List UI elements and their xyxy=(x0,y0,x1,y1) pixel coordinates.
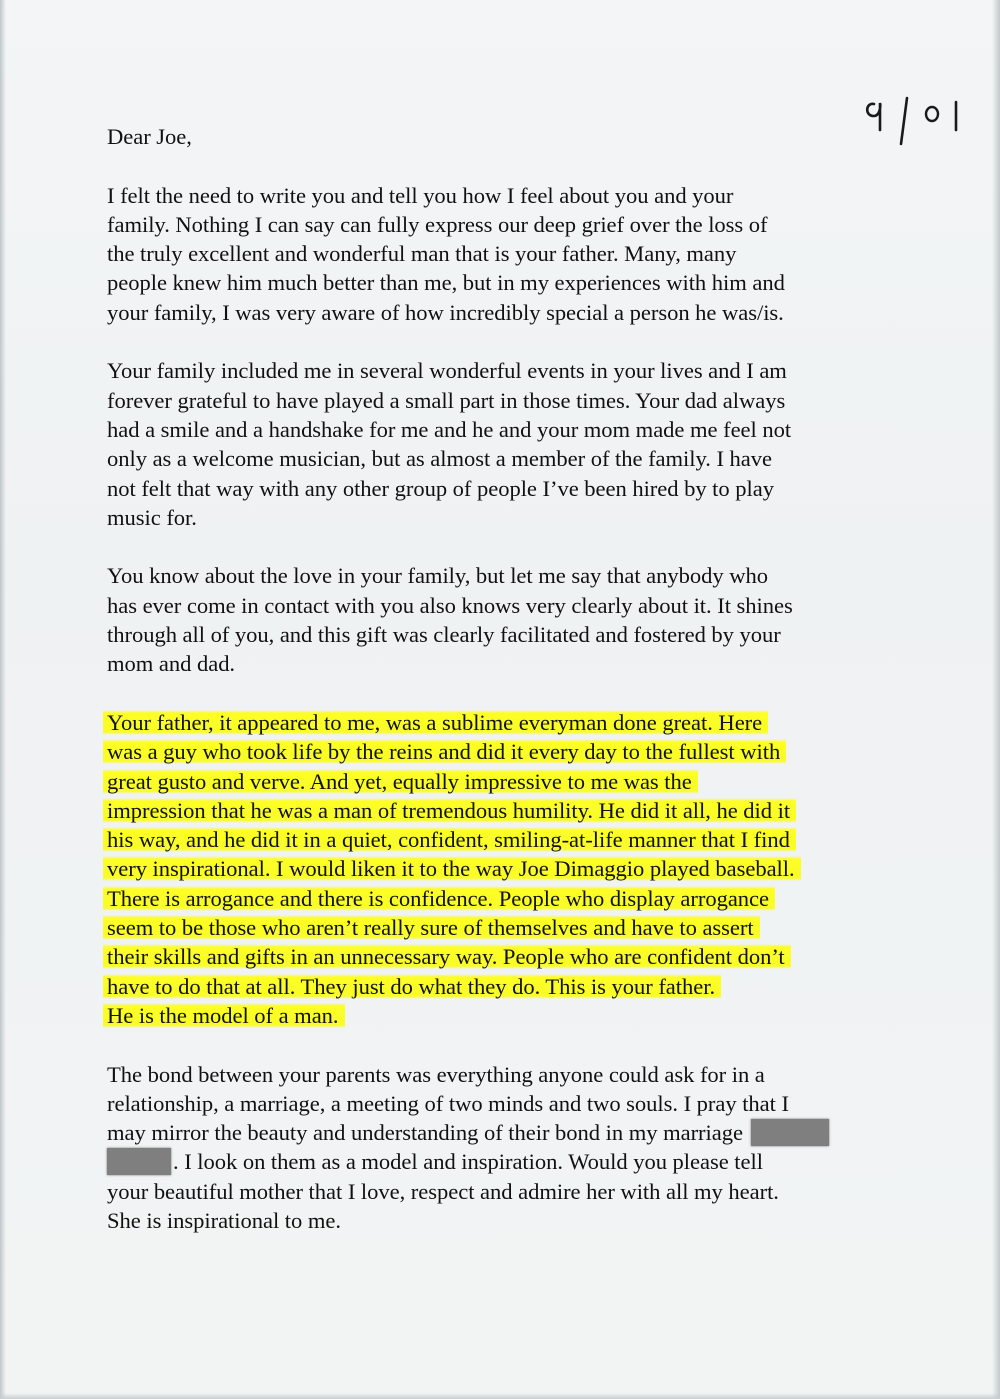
highlight-mark: Your father, it appeared to me, was a sublime everyman done great. Here xyxy=(103,710,768,735)
redaction-block xyxy=(107,1148,171,1175)
paragraph-gap xyxy=(107,1030,927,1059)
paragraph-gap xyxy=(107,327,927,356)
scan-edge-bottom xyxy=(0,1393,1000,1399)
highlight-mark: his way, and he did it in a quiet, confident, smiling-at-life manner that I find xyxy=(103,827,796,852)
paragraph-2 xyxy=(107,356,927,532)
letter-body xyxy=(107,122,927,1235)
highlighted-line xyxy=(107,737,927,766)
paragraph-1 xyxy=(107,181,927,327)
highlighted-line xyxy=(107,825,927,854)
highlight-mark: great gusto and verve. And yet, equally impressive to me was the xyxy=(103,769,698,794)
paragraph-line: I felt the need to write you and tell you how I feel about you and your xyxy=(107,182,734,208)
highlight-mark: was a guy who took life by the reins and did it every day to the fullest with xyxy=(103,739,786,764)
highlight-mark: have to do that at all. They just do what they do. This is your father. xyxy=(103,974,721,999)
paragraph-line: mom and dad. xyxy=(107,651,236,677)
highlighted-line xyxy=(107,942,927,971)
paragraph-line: only as a welcome musician, but as almost a member of the family. I have xyxy=(107,446,773,472)
paragraph-gap xyxy=(107,679,927,708)
scan-edge-left xyxy=(0,0,6,1399)
paragraph-line: has ever come in contact with you also knows very clearly about it. It shines xyxy=(107,592,793,618)
paragraph-line: relationship, a marriage, a meeting of two minds and two souls. I pray that I xyxy=(107,1090,789,1116)
highlighted-line xyxy=(107,854,927,883)
highlight-mark: very inspirational. I would liken it to the way Joe Dimaggio played baseball. xyxy=(103,856,801,881)
paragraph-line-with-redaction xyxy=(107,1147,927,1176)
highlight-mark: their skills and gifts in an unnecessary way. People who are confident don’t xyxy=(103,944,791,969)
paragraph-line: through all of you, and this gift was clearly facilitated and fostered by your xyxy=(107,622,781,648)
paragraph-4-highlighted xyxy=(107,708,927,1030)
paragraph-5 xyxy=(107,1060,927,1236)
highlight-mark: seem to be those who aren’t really sure of themselves and have to assert xyxy=(103,915,760,940)
paragraph-line: your family, I was very aware of how incredibly special a person he was/is. xyxy=(107,299,784,325)
highlight-mark: He is the model of a man. xyxy=(103,1003,345,1028)
highlighted-line xyxy=(107,884,927,913)
paragraph-line: people knew him much better than me, but in my experiences with him and xyxy=(107,270,785,296)
paragraph-line: your beautiful mother that I love, respect and admire her with all my heart. xyxy=(107,1178,779,1204)
redaction-block xyxy=(751,1119,829,1146)
paragraph-line-text: . I look on them as a model and inspiration. Would you please tell xyxy=(173,1149,763,1175)
highlighted-line xyxy=(107,796,927,825)
paragraph-3 xyxy=(107,561,927,678)
highlighted-line xyxy=(107,708,927,737)
scan-edge-right xyxy=(992,0,1000,1399)
paragraph-line: family. Nothing I can say can fully express our deep grief over the loss of xyxy=(107,211,768,237)
highlighted-line xyxy=(107,972,927,1001)
salutation: Dear Joe, xyxy=(107,124,192,149)
highlight-mark: There is arrogance and there is confidence. People who display arrogance xyxy=(103,886,775,911)
paragraph-line: Your family included me in several wonderful events in your lives and I am xyxy=(107,358,787,384)
paragraph-line: had a smile and a handshake for me and he and your mom made me feel not xyxy=(107,416,792,442)
paragraph-line: forever grateful to have played a small part in those times. Your dad always xyxy=(107,387,786,413)
paragraph-line-with-redaction xyxy=(107,1118,927,1147)
highlight-mark: impression that he was a man of tremendous humility. He did it all, he did it xyxy=(103,798,796,823)
highlighted-line xyxy=(107,1001,927,1030)
paragraph-line: You know about the love in your family, but let me say that anybody who xyxy=(107,563,769,589)
paragraph-line: She is inspirational to me. xyxy=(107,1207,341,1233)
highlighted-line xyxy=(107,913,927,942)
paragraph-line: not felt that way with any other group of people I’ve been hired by to play xyxy=(107,475,774,501)
paragraph-line: The bond between your parents was everything anyone could ask for in a xyxy=(107,1061,765,1087)
paragraph-gap xyxy=(107,532,927,561)
paragraph-line-text: may mirror the beauty and understanding of their bond in my marriage xyxy=(107,1120,749,1146)
paragraph-line: music for. xyxy=(107,504,197,530)
paragraph-line: the truly excellent and wonderful man that is your father. Many, many xyxy=(107,241,737,267)
highlighted-line xyxy=(107,767,927,796)
